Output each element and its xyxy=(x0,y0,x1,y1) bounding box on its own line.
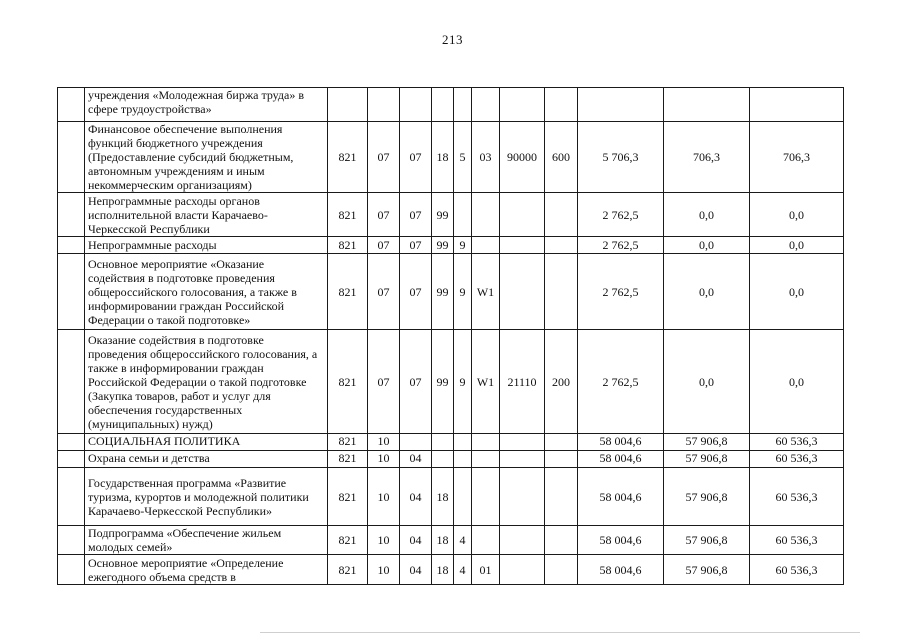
amount-cell-s2 xyxy=(664,88,750,122)
row-name-cell: СОЦИАЛЬНАЯ ПОЛИТИКА xyxy=(85,434,328,451)
amount-cell-s2: 0,0 xyxy=(664,193,750,237)
row-index-cell xyxy=(58,555,85,585)
code-cell-p3 xyxy=(472,526,500,555)
code-cell-p4: 90000 xyxy=(500,122,545,193)
table-row xyxy=(58,193,844,237)
code-cell-pr: 04 xyxy=(400,468,432,526)
code-cell-gr: 821 xyxy=(328,330,368,434)
amount-cell-s3: 706,3 xyxy=(750,122,844,193)
code-cell-p1: 18 xyxy=(432,468,454,526)
code-cell-pr: 07 xyxy=(400,330,432,434)
code-cell-p4 xyxy=(500,434,545,451)
amount-cell-s1: 58 004,6 xyxy=(578,468,664,526)
row-name-cell: Непрограммные расходы xyxy=(85,237,328,254)
code-cell-p4 xyxy=(500,237,545,254)
code-cell-p2: 9 xyxy=(454,330,472,434)
amount-cell-s1: 2 762,5 xyxy=(578,330,664,434)
code-cell-pr: 07 xyxy=(400,122,432,193)
code-cell-vr xyxy=(545,526,578,555)
code-cell-gr: 821 xyxy=(328,468,368,526)
amount-cell-s2: 57 906,8 xyxy=(664,526,750,555)
amount-cell-s3 xyxy=(750,88,844,122)
code-cell-rz: 10 xyxy=(368,526,400,555)
amount-cell-s3: 0,0 xyxy=(750,254,844,330)
code-cell-gr xyxy=(328,88,368,122)
row-name-cell: Охрана семьи и детства xyxy=(85,451,328,468)
code-cell-p1: 18 xyxy=(432,122,454,193)
code-cell-p4 xyxy=(500,193,545,237)
code-cell-vr: 600 xyxy=(545,122,578,193)
code-cell-p3 xyxy=(472,237,500,254)
amount-cell-s1: 2 762,5 xyxy=(578,254,664,330)
amount-cell-s1: 2 762,5 xyxy=(578,193,664,237)
amount-cell-s2: 0,0 xyxy=(664,330,750,434)
code-cell-p4 xyxy=(500,468,545,526)
row-name-cell: учреждения «Молодежная биржа труда» в сфере трудоустройства» xyxy=(85,88,328,122)
code-cell-p1: 18 xyxy=(432,555,454,585)
code-cell-p1: 99 xyxy=(432,254,454,330)
row-name-cell: Непрограммные расходы органов исполнительной власти Карачаево-Черкесской Республики xyxy=(85,193,328,237)
amount-cell-s1: 58 004,6 xyxy=(578,451,664,468)
code-cell-p2: 9 xyxy=(454,237,472,254)
table-row xyxy=(58,237,844,254)
row-index-cell xyxy=(58,254,85,330)
code-cell-pr: 07 xyxy=(400,237,432,254)
code-cell-p1 xyxy=(432,88,454,122)
table-row xyxy=(58,254,844,330)
row-name-cell: Оказание содействия в подготовке проведения общероссийского голосования, а также в информировании граждан Российской Федерации о такой подготовке (Закупка товаров, работ и услуг для обеспечения государственных (муниципальных) нужд) xyxy=(85,330,328,434)
amount-cell-s3: 0,0 xyxy=(750,330,844,434)
code-cell-p3: W1 xyxy=(472,330,500,434)
code-cell-p3: 03 xyxy=(472,122,500,193)
code-cell-p3 xyxy=(472,434,500,451)
row-name-cell: Основное мероприятие «Определение ежегодного объема средств в xyxy=(85,555,328,585)
code-cell-p4 xyxy=(500,555,545,585)
code-cell-p3 xyxy=(472,193,500,237)
amount-cell-s1: 58 004,6 xyxy=(578,526,664,555)
amount-cell-s2: 57 906,8 xyxy=(664,468,750,526)
amount-cell-s3: 60 536,3 xyxy=(750,434,844,451)
code-cell-pr xyxy=(400,88,432,122)
row-index-cell xyxy=(58,434,85,451)
page-number: 213 xyxy=(442,32,463,47)
amount-cell-s3: 60 536,3 xyxy=(750,555,844,585)
code-cell-p1 xyxy=(432,434,454,451)
code-cell-rz: 10 xyxy=(368,451,400,468)
code-cell-gr: 821 xyxy=(328,555,368,585)
code-cell-gr: 821 xyxy=(328,254,368,330)
code-cell-rz: 07 xyxy=(368,122,400,193)
amount-cell-s2: 57 906,8 xyxy=(664,434,750,451)
code-cell-p2 xyxy=(454,88,472,122)
code-cell-p3 xyxy=(472,88,500,122)
code-cell-p1: 18 xyxy=(432,526,454,555)
code-cell-pr: 07 xyxy=(400,193,432,237)
amount-cell-s3: 0,0 xyxy=(750,237,844,254)
table-row xyxy=(58,330,844,434)
code-cell-gr: 821 xyxy=(328,434,368,451)
amount-cell-s2: 57 906,8 xyxy=(664,451,750,468)
table-row xyxy=(58,88,844,122)
code-cell-p3: W1 xyxy=(472,254,500,330)
table-row xyxy=(58,122,844,193)
code-cell-rz: 07 xyxy=(368,330,400,434)
code-cell-pr: 04 xyxy=(400,526,432,555)
row-index-cell xyxy=(58,330,85,434)
row-index-cell xyxy=(58,193,85,237)
code-cell-vr xyxy=(545,468,578,526)
amount-cell-s2: 706,3 xyxy=(664,122,750,193)
row-name-cell: Подпрограмма «Обеспечение жильем молодых семей» xyxy=(85,526,328,555)
amount-cell-s1: 58 004,6 xyxy=(578,434,664,451)
code-cell-rz xyxy=(368,88,400,122)
code-cell-rz: 10 xyxy=(368,434,400,451)
budget-table xyxy=(57,87,844,585)
code-cell-p4 xyxy=(500,451,545,468)
table-row xyxy=(58,555,844,585)
code-cell-p2: 4 xyxy=(454,555,472,585)
code-cell-vr xyxy=(545,88,578,122)
row-index-cell xyxy=(58,122,85,193)
code-cell-p3: 01 xyxy=(472,555,500,585)
amount-cell-s3: 60 536,3 xyxy=(750,451,844,468)
amount-cell-s1: 58 004,6 xyxy=(578,555,664,585)
code-cell-p4: 21110 xyxy=(500,330,545,434)
code-cell-p1: 99 xyxy=(432,330,454,434)
code-cell-vr xyxy=(545,193,578,237)
amount-cell-s2: 0,0 xyxy=(664,254,750,330)
code-cell-vr xyxy=(545,254,578,330)
scan-artifact-line xyxy=(260,632,860,633)
code-cell-gr: 821 xyxy=(328,193,368,237)
table-row xyxy=(58,468,844,526)
code-cell-p3 xyxy=(472,468,500,526)
code-cell-pr: 07 xyxy=(400,254,432,330)
code-cell-p1 xyxy=(432,451,454,468)
amount-cell-s2: 0,0 xyxy=(664,237,750,254)
amount-cell-s1 xyxy=(578,88,664,122)
row-index-cell xyxy=(58,237,85,254)
amount-cell-s2: 57 906,8 xyxy=(664,555,750,585)
amount-cell-s1: 2 762,5 xyxy=(578,237,664,254)
code-cell-p2: 5 xyxy=(454,122,472,193)
code-cell-p2 xyxy=(454,451,472,468)
code-cell-p4 xyxy=(500,254,545,330)
code-cell-p2: 9 xyxy=(454,254,472,330)
code-cell-vr xyxy=(545,237,578,254)
amount-cell-s3: 60 536,3 xyxy=(750,526,844,555)
code-cell-p2: 4 xyxy=(454,526,472,555)
table-row xyxy=(58,451,844,468)
code-cell-pr: 04 xyxy=(400,555,432,585)
row-index-cell xyxy=(58,451,85,468)
code-cell-vr xyxy=(545,434,578,451)
code-cell-p4 xyxy=(500,526,545,555)
code-cell-vr xyxy=(545,451,578,468)
code-cell-pr xyxy=(400,434,432,451)
code-cell-gr: 821 xyxy=(328,122,368,193)
code-cell-vr: 200 xyxy=(545,330,578,434)
row-name-cell: Основное мероприятие «Оказание содействия в подготовке проведения общероссийского голосования, а также в информировании граждан Российской Федерации о такой подготовке» xyxy=(85,254,328,330)
amount-cell-s3: 60 536,3 xyxy=(750,468,844,526)
code-cell-pr: 04 xyxy=(400,451,432,468)
code-cell-p4 xyxy=(500,88,545,122)
table-row xyxy=(58,526,844,555)
code-cell-p2 xyxy=(454,468,472,526)
code-cell-p2 xyxy=(454,434,472,451)
row-index-cell xyxy=(58,468,85,526)
code-cell-rz: 07 xyxy=(368,237,400,254)
code-cell-vr xyxy=(545,555,578,585)
table-row xyxy=(58,434,844,451)
code-cell-gr: 821 xyxy=(328,451,368,468)
code-cell-rz: 10 xyxy=(368,555,400,585)
code-cell-rz: 07 xyxy=(368,254,400,330)
code-cell-p2 xyxy=(454,193,472,237)
amount-cell-s1: 5 706,3 xyxy=(578,122,664,193)
code-cell-gr: 821 xyxy=(328,526,368,555)
row-name-cell: Государственная программа «Развитие туризма, курортов и молодежной политики Карачаево-Черкесской Республики» xyxy=(85,468,328,526)
code-cell-p3 xyxy=(472,451,500,468)
amount-cell-s3: 0,0 xyxy=(750,193,844,237)
code-cell-gr: 821 xyxy=(328,237,368,254)
row-index-cell xyxy=(58,526,85,555)
code-cell-rz: 07 xyxy=(368,193,400,237)
code-cell-p1: 99 xyxy=(432,237,454,254)
row-index-cell xyxy=(58,88,85,122)
code-cell-rz: 10 xyxy=(368,468,400,526)
row-name-cell: Финансовое обеспечение выполнения функций бюджетного учреждения (Предоставление субсидий бюджетным, автономным учреждениям и иным некоммерческим организациям) xyxy=(85,122,328,193)
code-cell-p1: 99 xyxy=(432,193,454,237)
